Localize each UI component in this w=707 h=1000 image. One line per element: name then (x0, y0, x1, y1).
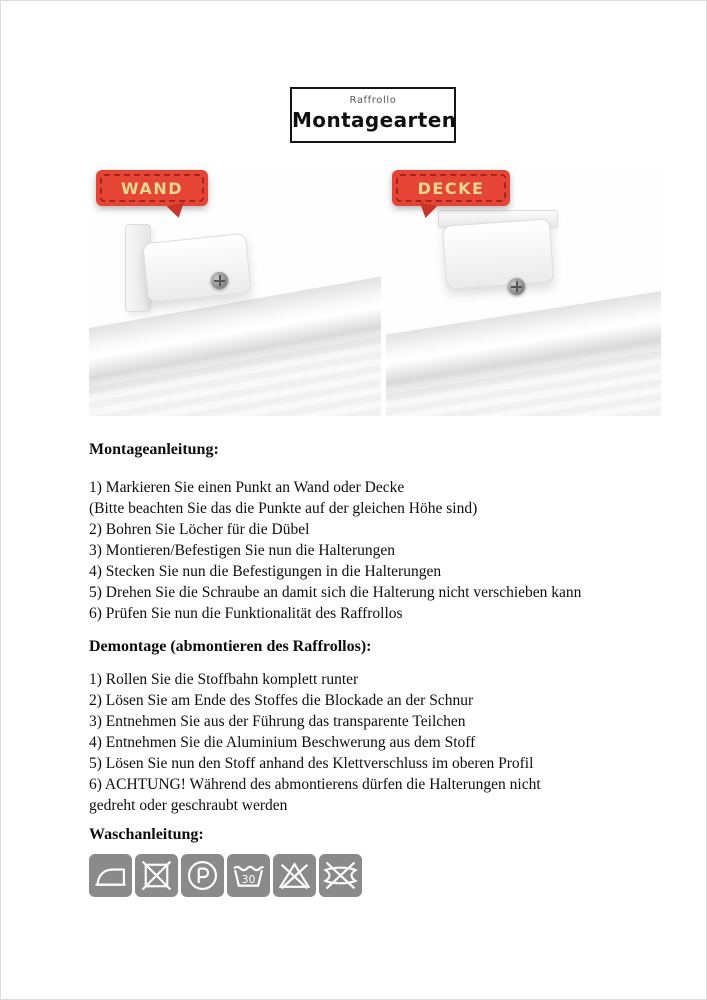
instruction-line: 6) ACHTUNG! Während des abmontierens dürfen die Halterungen nicht (89, 776, 541, 793)
ceiling-mount-label: DECKE (417, 178, 485, 198)
brand-box (290, 87, 456, 143)
instructions-content (89, 439, 634, 897)
dry-clean-p-icon (181, 854, 224, 897)
wall-mount-ribbon (96, 170, 208, 206)
do-not-bleach-glyph (273, 854, 316, 897)
ceiling-bracket-art (442, 218, 554, 289)
instruction-line: 5) Drehen Sie die Schraube an damit sich die Halterung nicht verschieben kann (89, 584, 582, 601)
instruction-line: 2) Lösen Sie am Ende des Stoffes die Blockade an der Schnur (89, 692, 474, 709)
instruction-line: 3) Entnehmen Sie aus der Führung das transparente Teilchen (89, 713, 466, 730)
instruction-line: 4) Stecken Sie nun die Befestigungen in die Halterungen (89, 563, 442, 580)
brand-product-label: Raffrollo (349, 95, 397, 106)
instruction-line: gedreht oder geschraubt werden (89, 797, 288, 814)
wash-30-icon (227, 854, 270, 897)
wash-30-glyph (227, 854, 270, 897)
demontage-heading: Demontage (abmontieren des Raffrollos): (89, 638, 372, 655)
do-not-tumble-dry-icon (135, 854, 178, 897)
instruction-line: 3) Montieren/Befestigen Sie nun die Halterungen (89, 542, 396, 559)
dry-clean-p-glyph (181, 854, 224, 897)
instruction-line: (Bitte beachten Sie das die Punkte auf der gleichen Höhe sind) (89, 500, 478, 517)
screw-art (211, 272, 228, 289)
iron-icon (89, 854, 132, 897)
do-not-tumble-dry-glyph (135, 854, 178, 897)
instruction-line: 6) Prüfen Sie nun die Funktionalität des Raffrollos (89, 605, 403, 622)
instruction-line: 5) Lösen Sie nun den Stoff anhand des Klettverschluss im oberen Profil (89, 755, 534, 772)
montage-heading: Montageanleitung: (89, 441, 219, 458)
wash-temp-label: 30 (241, 873, 256, 887)
care-symbols-row (89, 854, 634, 897)
wash-heading: Waschanleitung: (89, 826, 204, 843)
do-not-bleach-icon (273, 854, 316, 897)
wall-mount-label: WAND (121, 178, 183, 198)
wall-bracket-art (142, 233, 252, 304)
instruction-line: 2) Bohren Sie Löcher für die Dübel (89, 521, 310, 538)
instruction-line: 1) Rollen Sie die Stoffbahn komplett runter (89, 671, 359, 688)
do-not-wring-glyph (319, 854, 362, 897)
do-not-wring-icon (319, 854, 362, 897)
screw-art (508, 278, 525, 295)
iron-glyph (89, 854, 132, 897)
page-title: Montagearten (292, 108, 457, 132)
instruction-line: 1) Markieren Sie einen Punkt an Wand oder Decke (89, 479, 405, 496)
ceiling-mount-ribbon (392, 170, 510, 206)
instruction-line: 4) Entnehmen Sie die Aluminium Beschwerung aus dem Stoff (89, 734, 476, 751)
